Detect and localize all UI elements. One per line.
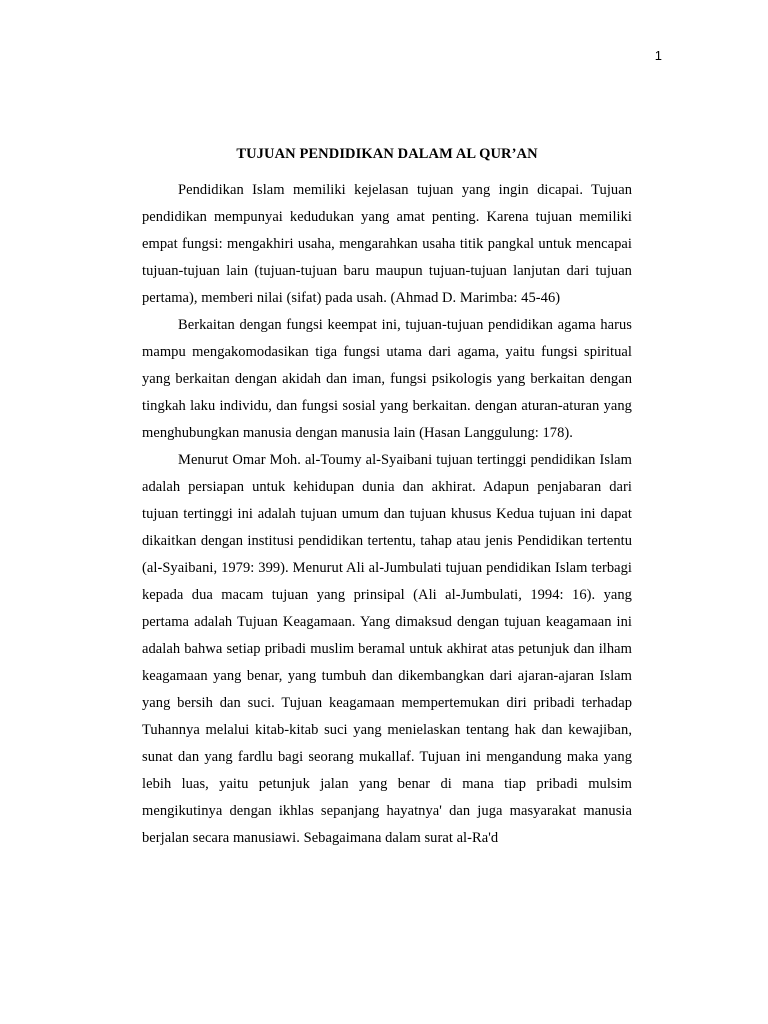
paragraph: Menurut Omar Moh. al-Toumy al-Syaibani tujuan tertinggi pendidikan Islam adalah persiapan untuk kehidupan dunia dan akhirat. Adapun penjabaran dari tujuan tertinggi ini adalah tujuan umum dan tujuan khusus Kedua tujuan ini dapat dikaitkan dengan institusi pendidikan tertentu, tahap atau jenis Pendidikan tertentu (al-Syaibani, 1979: 399). Menurut Ali al-Jumbulati tujuan pendidikan Islam terbagi kepada dua macam tujuan yang prinsipal (Ali al-Jumbulati, 1994: 16). yang pertama adalah Tujuan Keagamaan. Yang dimaksud dengan tujuan keagamaan ini adalah bahwa setiap pribadi muslim beramal untuk akhirat atas petunjuk dan ilham keagamaan yang benar, yang tumbuh dan dikembangkan dari ajaran-ajaran Islam yang bersih dan suci. Tujuan keagamaan mempertemukan diri pribadi terhadap Tuhannya melalui kitab-kitab suci yang menielaskan tentang hak dan kewajiban, sunat dan yang fardlu bagi seorang mukallaf. Tujuan ini mengandung maka yang lebih luas, yaitu petunjuk jalan yang benar di mana tiap pribadi mulsim mengikutinya dengan ikhlas sepanjang hayatnya' dan juga masyarakat manusia berjalan secara manusiawi. Sebagaimana dalam surat al-Ra'd [142,452,632,846]
document-body [142,177,632,852]
paragraph: Pendidikan Islam memiliki kejelasan tujuan yang ingin dicapai. Tujuan pendidikan mempunyai kedudukan yang amat penting. Karena tujuan memiliki empat fungsi: mengakhiri usaha, mengarahkan usaha titik pangkal untuk mencapai tujuan-tujuan lain (tujuan-tujuan baru maupun tujuan-tujuan lanjutan dari tujuan pertama), memberi nilai (sifat) pada usah. (Ahmad D. Marimba: 45-46) [142,182,632,306]
paragraph: Berkaitan dengan fungsi keempat ini, tujuan-tujuan pendidikan agama harus mampu mengakomodasikan tiga fungsi utama dari agama, yaitu fungsi spiritual yang berkaitan dengan akidah dan iman, fungsi psikologis yang berkaitan dengan tingkah laku individu, dan fungsi sosial yang berkaitan. dengan aturan-aturan yang menghubungkan manusia dengan manusia lain (Hasan Langgulung: 178). [142,317,632,441]
page-number: 1 [654,48,662,63]
document-title: TUJUAN PENDIDIKAN DALAM AL QUR’AN [236,146,538,162]
